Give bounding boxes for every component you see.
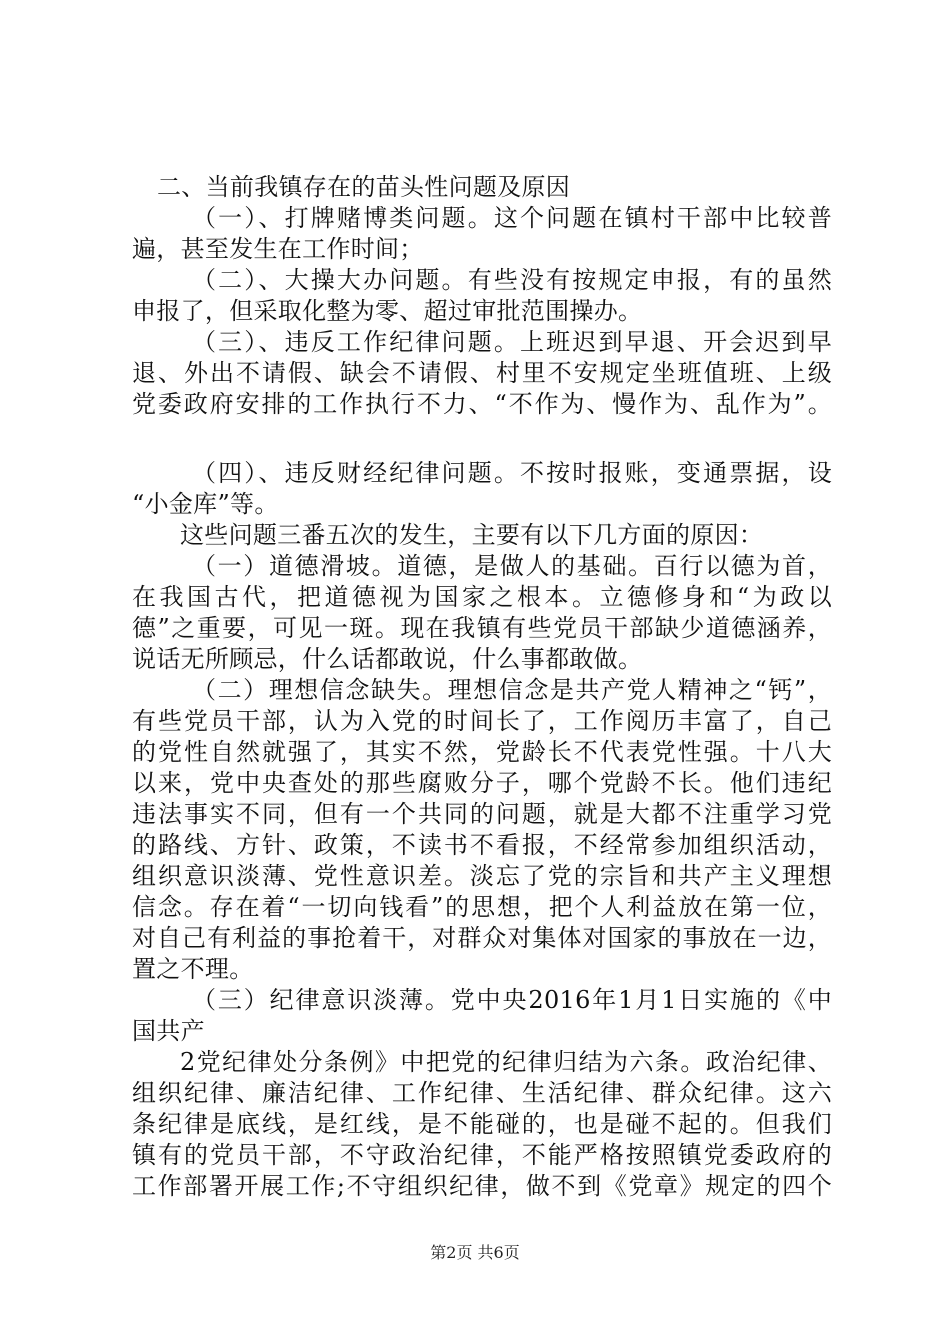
- text-line: 退、外出不请假、缺会不请假、村里不安规定坐班值班、上级: [132, 359, 832, 387]
- text-line: （一）、打牌赌博类问题。这个问题在镇村干部中比较普: [192, 204, 832, 232]
- text-line: （四）、违反财经纪律问题。不按时报账，变通票据，设: [192, 459, 832, 487]
- text-line: 这些问题三番五次的发生，主要有以下几方面的原因：: [180, 521, 764, 549]
- text-line: 申报了，但采取化整为零、超过审批范围操办。: [132, 297, 643, 325]
- text-line: 2党纪律处分条例》中把党的纪律归结为六条。政治纪律、: [180, 1048, 832, 1076]
- text-line: （一）道德滑坡。道德，是做人的基础。百行以德为首，: [192, 552, 832, 580]
- text-line: 的党性自然就强了，其实不然，党龄长不代表党性强。十八大: [132, 738, 832, 766]
- text-line: 国共产: [132, 1017, 205, 1045]
- text-line: （二）、大操大办问题。有些没有按规定申报，有的虽然: [192, 266, 832, 294]
- text-line: 在我国古代，把道德视为国家之根本。立德修身和“为政以: [132, 583, 832, 611]
- text-line: 以来，党中央查处的那些腐败分子，哪个党龄不长。他们违纪: [132, 769, 832, 797]
- text-line: 条纪律是底线，是红线，是不能碰的，也是碰不起的。但我们: [132, 1110, 832, 1138]
- page-number-footer: 第2页 共6页: [430, 1243, 520, 1262]
- text-line: 镇有的党员干部，不守政治纪律，不能严格按照镇党委政府的: [132, 1141, 832, 1169]
- text-line: 说话无所顾忌，什么话都敢说，什么事都敢做。: [132, 645, 643, 673]
- section-heading: 二、当前我镇存在的苗头性问题及原因: [157, 173, 571, 201]
- text-line: （三）、违反工作纪律问题。上班迟到早退、开会迟到早: [192, 328, 832, 356]
- text-line: 德”之重要，可见一斑。现在我镇有些党员干部缺少道德涵养，: [132, 614, 832, 642]
- text-line: 有些党员干部，认为入党的时间长了，工作阅历丰富了，自己: [132, 707, 832, 735]
- text-line: 对自己有利益的事抢着干，对群众对集体对国家的事放在一边，: [132, 924, 832, 952]
- text-line: 组织意识淡薄、党性意识差。淡忘了党的宗旨和共产主义理想: [132, 862, 832, 890]
- paragraph-gap: [132, 420, 832, 458]
- text-line: 工作部署开展工作;不守组织纪律，做不到《党章》规定的四个: [132, 1172, 832, 1200]
- text-line: （三）纪律意识淡薄。党中央2016年1月1日实施的《中: [192, 986, 832, 1014]
- text-line: 信念。存在着“一切向钱看”的思想，把个人利益放在第一位，: [132, 893, 832, 921]
- text-line: 置之不理。: [132, 955, 254, 983]
- document-body: [132, 172, 832, 1202]
- text-line: “小金库”等。: [132, 490, 279, 518]
- text-line: 党委政府安排的工作执行不力、“不作为、慢作为、乱作为”。: [132, 390, 832, 418]
- text-line: （二）理想信念缺失。理想信念是共产党人精神之“钙”，: [192, 676, 832, 704]
- text-line: 的路线、方针、政策，不读书不看报，不经常参加组织活动，: [132, 831, 832, 859]
- text-line: 组织纪律、廉洁纪律、工作纪律、生活纪律、群众纪律。这六: [132, 1079, 832, 1107]
- text-line: 违法事实不同，但有一个共同的问题，就是大都不注重学习党: [132, 800, 832, 828]
- text-line: 遍，甚至发生在工作时间；: [132, 235, 424, 263]
